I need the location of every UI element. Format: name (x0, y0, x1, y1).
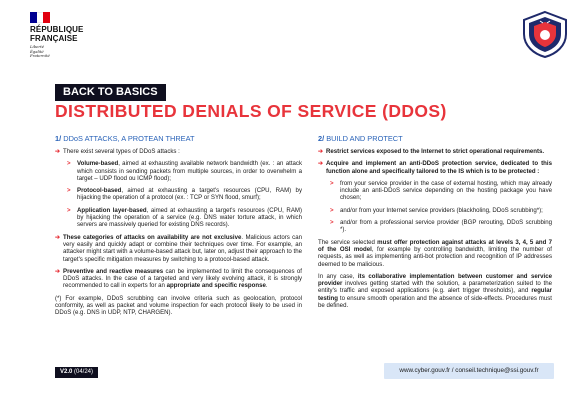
section-1-title (55, 134, 302, 143)
section-2-number: 2/ (318, 134, 325, 143)
arrow-right-icon: ➔ (55, 233, 61, 241)
section-1-label: DDoS ATTACKS, A PROTEAN THREAT (63, 134, 195, 143)
left-column (55, 134, 302, 317)
motto-liberte: Liberté (30, 44, 45, 49)
motto-egalite: Égalité (30, 48, 44, 54)
left-intro-text: There exist several types of DDoS attacks : (63, 148, 180, 155)
chevron-right-icon: > (330, 219, 334, 227)
attack-categories-paragraph (55, 234, 302, 263)
paragraph-emphasis: Preventive and reactive measures (63, 267, 164, 275)
left-intro-paragraph (55, 148, 302, 155)
provider-item (318, 180, 552, 202)
version-number: V2.0 (60, 369, 73, 375)
provider-item (318, 219, 552, 234)
attack-type-desc: , aimed at exhausting a target's resources (CPU, RAM) by hijacking the operation of a service (e.g. DNS water torture attack, in which servers are massively queried for existing DNS records). (77, 206, 302, 229)
paragraph-text: can be implemented to limit the consequences of DDoS attacks. In the case of a targeted and very likely evolving attack, it is strongly recommended to call in experts for an (63, 267, 302, 290)
republic-name-line2: FRANÇAISE (30, 33, 78, 43)
paragraph-emphasis: These categories of attacks on availability are not exclusive (63, 233, 242, 241)
page-title: DISTRIBUTED DENIALS OF SERVICE (DDOS) (55, 101, 447, 121)
measures-paragraph (55, 268, 302, 290)
provider-text: from your service provider in the case of external hosting, which may already include an anti-DDoS service depending on the hosting package you have chosen; (340, 179, 552, 202)
paragraph-text: In any case, (318, 272, 358, 280)
arrow-right-icon: ➔ (55, 148, 61, 155)
attack-type-item (55, 207, 302, 229)
provider-text: and/or from your Internet service providers (blackholing, DDoS scrubbing*); (340, 206, 543, 214)
paragraph-text: involves getting started with the solution, a parameterization suited to the entity's traffic and exposed applications (e.g. alert trigger thresholds), and (318, 280, 552, 295)
chevron-right-icon: > (330, 179, 334, 187)
paragraph-text: . (265, 282, 268, 290)
paragraph-text: to ensure smooth operation and the absence of side-effects. Procedures must be defined. (318, 294, 552, 310)
attack-type-desc: , aimed at exhausting a target's resources (CPU, RAM) by hijacking the operation of a protocol (ex. : TCP or SYN flood, smurf); (77, 187, 302, 202)
arrow-right-icon: ➔ (318, 148, 324, 155)
paragraph-text: , for example by controlling bandwidth, limiting the number of requests, as well as implementing anti-bot protection and recognition of IP addresses deemed to be malicious. (318, 245, 552, 268)
attack-type-item (55, 160, 302, 182)
chevron-right-icon: > (330, 206, 334, 214)
chevron-right-icon: > (67, 187, 71, 195)
chevron-right-icon: > (67, 206, 71, 214)
provider-item (318, 207, 552, 214)
paragraph-text: The service selected (318, 238, 378, 246)
republic-name-line1: RÉPUBLIQUE (30, 25, 84, 34)
motto-fraternite: Fraternité (30, 53, 50, 59)
anssi-shield-logo-icon (520, 10, 570, 58)
paragraph-text: . Malicious actors can very easily and quickly adapt or combine their techniques over time. For example, an attacker might start with a volume-based attack but, later on, adjust their approach to the target's specific mitigation measures by switching to a protocol-based attack. (63, 233, 302, 263)
republique-francaise-logo (30, 12, 100, 59)
anti-ddos-paragraph (318, 160, 552, 175)
paragraph-emphasis: appropriate and specific response (166, 282, 266, 290)
back-to-basics-badge: BACK TO BASICS (55, 84, 166, 101)
restrict-services-paragraph (318, 148, 552, 155)
right-column (318, 134, 552, 314)
contact-links[interactable]: www.cyber.gouv.fr / conseil.technique@ssi.gouv.fr (384, 363, 554, 379)
paragraph-emphasis: Acquire and implement an anti-DDoS protection service, dedicated to this function alone and specifically tailored to the IS which is to be protected : (326, 160, 552, 175)
version-date: (04/24) (72, 369, 94, 375)
french-flag-icon (30, 12, 50, 23)
collaboration-paragraph (318, 273, 552, 309)
attack-type-desc: , aimed at exhausting available network bandwidth (ex. : an attack which consists in sending packets from multiple sources, in order to overwhelm a target – UDP flood ou ICMP flood); (77, 160, 302, 182)
paragraph-emphasis: Restrict services exposed to the Internet to strict operational requirements. (326, 148, 545, 155)
section-1-number: 1/ (55, 134, 62, 143)
paragraph-emphasis: regular testing (318, 287, 552, 302)
attack-type-name: Protocol-based (77, 187, 122, 195)
paragraph-emphasis: must offer protection against attacks at levels 3, 4, 5 and 7 of the OSI model (318, 238, 552, 253)
paragraph-emphasis: its collaborative implementation between customer and service provider (318, 272, 552, 288)
section-2-title (318, 134, 552, 143)
version-badge (55, 367, 98, 378)
arrow-right-icon: ➔ (318, 160, 324, 168)
arrow-right-icon: ➔ (55, 267, 61, 275)
attack-type-item (55, 187, 302, 202)
osi-levels-paragraph (318, 239, 552, 268)
section-2-label: BUILD AND PROTECT (326, 134, 403, 143)
attack-type-name: Volume-based (77, 160, 119, 168)
attack-type-name: Application layer-based (77, 206, 147, 214)
chevron-right-icon: > (67, 160, 71, 168)
provider-text: and/or from a professional service provider (BGP rerouting, DDoS scrubbing *). (340, 219, 552, 234)
footnote: (*) For example, DDoS scrubbing can involve criteria such as geolocation, protocol conformity, as well as packet and volume inspection for each protocol likely to be used in DDoS (e.g. DNS in UDP, NTP, CHARGEN). (55, 294, 302, 317)
